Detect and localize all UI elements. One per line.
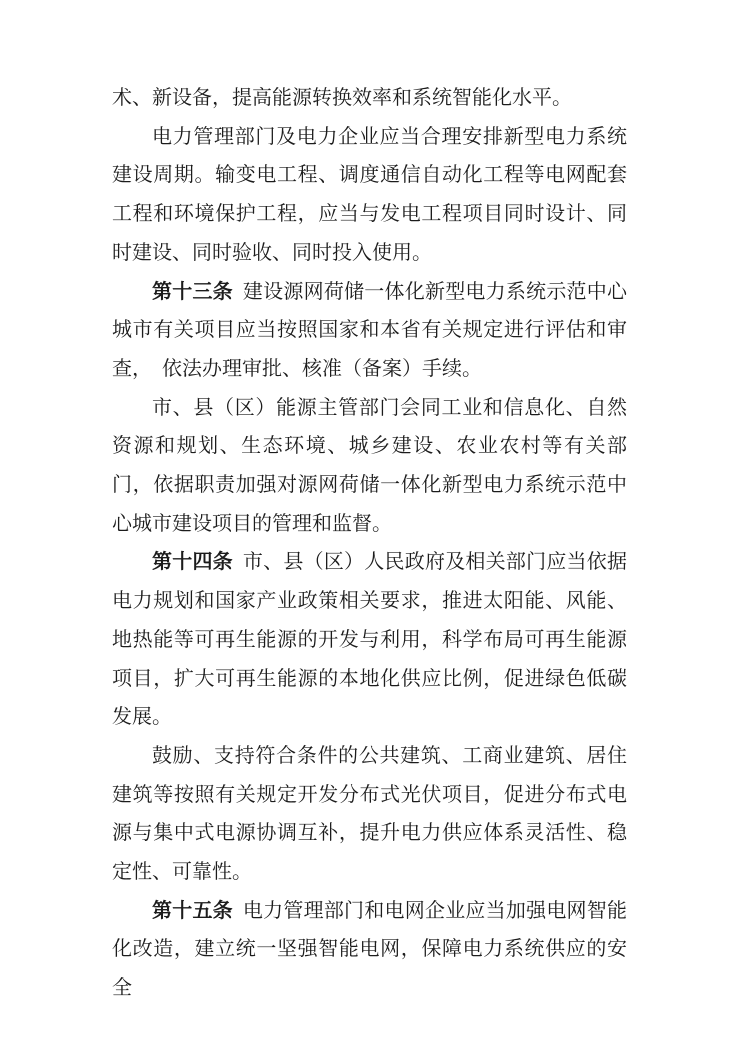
article-13-number: 第十三条 xyxy=(152,278,233,303)
paragraph-text: 市、县（区）人民政府及相关部门应当依据电力规划和国家产业政策相关要求，推进太阳能、风能、地热能等可再生能源的开发与利用，科学布局可再生能源项目，扩大可再生能源的本地化供应比例，促进绿色低碳发展。 xyxy=(112,549,628,729)
paragraph-text: 术、新设备，提高能源转换效率和系统智能化水平。 xyxy=(112,85,572,109)
paragraph-text: 建设源网荷储一体化新型电力系统示范中心城市有关项目应当按照国家和本省有关规定进行评估和审查， 依法办理审批、核准（备案）手续。 xyxy=(112,278,628,380)
paragraph-article-14 xyxy=(112,542,627,736)
paragraph-text: 鼓励、支持符合条件的公共建筑、工商业建筑、居住建筑等按照有关规定开发分布式光伏项目，促进分布式电源与集中式电源协调互补，提升电力供应体系灵活性、稳定性、可靠性。 xyxy=(112,742,627,884)
paragraph-body xyxy=(112,388,627,543)
paragraph-continuation xyxy=(112,78,627,117)
paragraph-body xyxy=(112,117,627,272)
paragraph-article-15 xyxy=(112,891,627,1007)
paragraph-text: 电力管理部门及电力企业应当合理安排新型电力系统建设周期。输变电工程、调度通信自动化工程等电网配套工程和环境保护工程，应当与发电工程项目同时设计、同时建设、同时验收、同时投入使用。 xyxy=(112,123,627,264)
article-14-number: 第十四条 xyxy=(152,549,233,574)
article-15-number: 第十五条 xyxy=(152,897,233,922)
paragraph-article-13 xyxy=(112,272,627,388)
paragraph-text: 市、县（区）能源主管部门会同工业和信息化、自然资源和规划、生态环境、城乡建设、农业农村等有关部门，依据职责加强对源网荷储一体化新型电力系统示范中心城市建设项目的管理和监督。 xyxy=(112,394,627,535)
paragraph-body xyxy=(112,736,627,891)
paragraph-text: 电力管理部门和电网企业应当加强电网智能化改造，建立统一坚强智能电网，保障电力系统供应的安全 xyxy=(112,897,628,1000)
